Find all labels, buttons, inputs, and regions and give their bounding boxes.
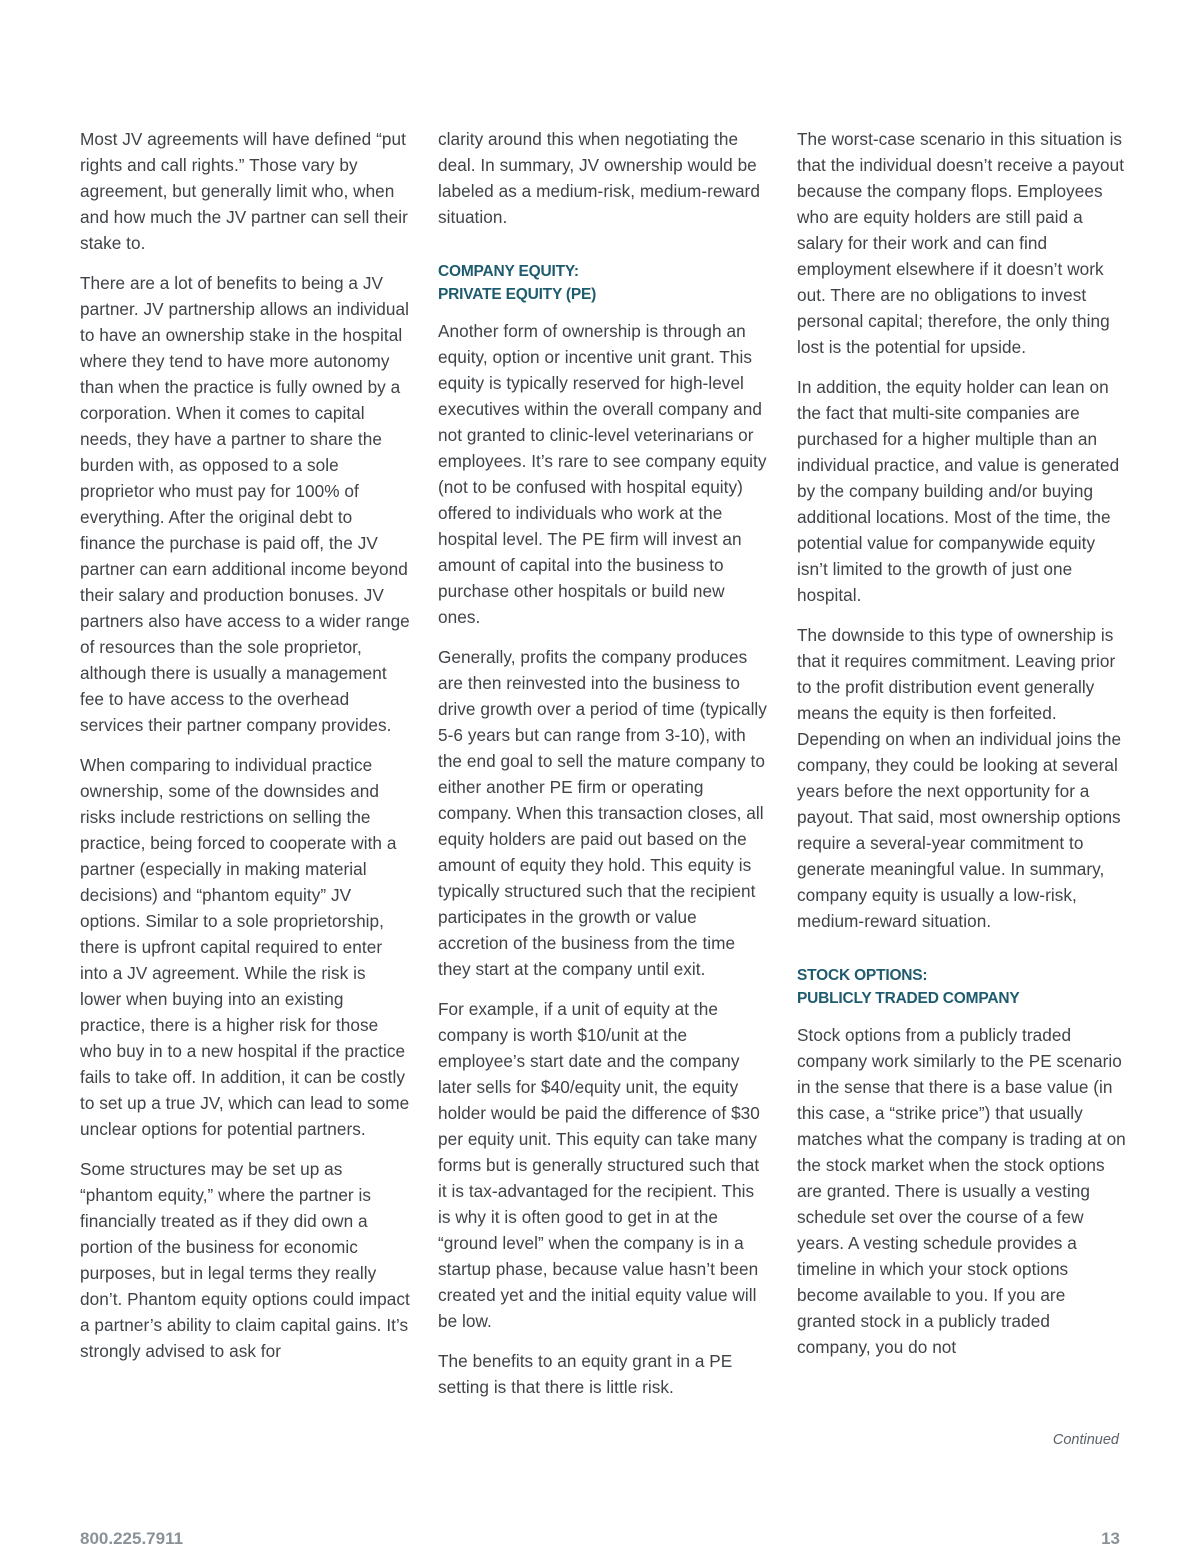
paragraph: In addition, the equity holder can lean on the fact that multi-site companies are purchased for a higher multiple than an individual practice, and value is generated by the company building and/or buying additional locations. Most of the time, the potential value for companywide equity isn’t limited to the growth of just one hospital. <box>797 377 1120 605</box>
paragraph: The benefits to an equity grant in a PE setting is that there is little risk. <box>438 1351 733 1397</box>
page-number: 13 <box>1101 1529 1120 1548</box>
section-heading-stock-options <box>797 964 1127 1010</box>
paragraph: There are a lot of benefits to being a JV partner. JV partnership allows an individual to have an ownership stake in the hospital where they tend to have more autonomy than when the practice is fully owned by a corporation. When it comes to capital needs, they have a partner to share the burden with, as opposed to a sole proprietor who must pay for 100% of everything. After the original debt to finance the purchase is paid off, the JV partner can earn additional income beyond their salary and production bonuses. JV partners also have access to a wider range of resources than the sole proprietor, although there is usually a management fee to have access to the overhead services their partner company provides. <box>80 273 410 735</box>
paragraph: Stock options from a publicly traded company work similarly to the PE scenario in the sense that there is a base value (in this case, a “strike price”) that usually matches what the company is trading at on the stock market when the stock options are granted. There is usually a vesting schedule set over the course of a few years. A vesting schedule provides a timeline in which your stock options become available to you. If you are granted stock in a publicly traded company, you do not <box>797 1025 1126 1357</box>
paragraph: The worst-case scenario in this situation is that the individual doesn’t receive a payout because the company flops. Employees who are equity holders are still paid a salary for their work and can find employment elsewhere if it doesn’t work out. There are no obligations to invest personal capital; therefore, the only thing lost is the potential for upside. <box>797 129 1125 357</box>
column-2 <box>438 126 768 1414</box>
paragraph: Some structures may be set up as “phantom equity,” where the partner is financially treated as if they did own a portion of the business for economic purposes, but in legal terms they really don’t. Phantom equity options could impact a partner’s ability to claim capital gains. It’s strongly advised to ask for <box>80 1159 410 1361</box>
paragraph: Another form of ownership is through an equity, option or incentive unit grant. This equity is typically reserved for high-level executives within the overall company and not granted to clinic-level veterinarians or employees. It’s rare to see company equity (not to be confused with hospital equity) offered to individuals who work at the hospital level. The PE firm will invest an amount of capital into the business to purchase other hospitals or build new ones. <box>438 321 767 627</box>
footer-phone-number: 800.225.7911 <box>80 1529 184 1548</box>
heading-line: PRIVATE EQUITY (PE) <box>438 286 597 303</box>
continued-label: Continued <box>1052 1432 1119 1448</box>
paragraph: The downside to this type of ownership is that it requires commitment. Leaving prior to the profit distribution event generally means the equity is then forfeited. Depending on when an individual joins the company, they could be looking at several years before the next opportunity for a payout. That said, most ownership options require a several-year commitment to generate meaningful value. In summary, company equity is usually a low-risk, medium-reward situation. <box>797 625 1122 931</box>
paragraph: For example, if a unit of equity at the company is worth $10/unit at the employee’s start date and the company later sells for $40/equity unit, the equity holder would be paid the difference of $30 per equity unit. This equity can take many forms but is generally structured such that it is tax-advantaged for the recipient. This is why it is often good to get in at the “ground level” when the company is in a startup phase, because value hasn’t been created yet and the initial equity value will be low. <box>438 999 760 1331</box>
heading-line: COMPANY EQUITY: <box>438 263 579 280</box>
paragraph: Most JV agreements will have defined “put rights and call rights.” Those vary by agreement, but generally limit who, when and how much the JV partner can sell their stake to. <box>80 129 408 253</box>
column-3 <box>797 126 1127 1374</box>
paragraph: Generally, profits the company produces are then reinvested into the business to drive growth over a period of time (typically 5-6 years but can range from 3-10), with the end goal to sell the mature company to either another PE firm or operating company. When this transaction closes, all equity holders are paid out based on the amount of equity they hold. This equity is typically structured such that the recipient participates in the growth or value accretion of the business from the time they start at the company until exit. <box>438 647 767 979</box>
heading-line: PUBLICLY TRADED COMPANY <box>797 990 1020 1007</box>
column-1 <box>80 126 410 1378</box>
section-heading-company-equity <box>438 260 768 306</box>
heading-line: STOCK OPTIONS: <box>797 967 928 984</box>
paragraph: When comparing to individual practice ownership, some of the downsides and risks include restrictions on selling the practice, being forced to cooperate with a partner (especially in making material decisions) and “phantom equity” JV options. Similar to a sole proprietorship, there is upfront capital required to enter into a JV agreement. While the risk is lower when buying into an existing practice, there is a higher risk for those who buy in to a new hospital if the practice fails to take off. In addition, it can be costly to set up a true JV, which can lead to some unclear options for potential partners. <box>80 755 410 1139</box>
paragraph: clarity around this when negotiating the deal. In summary, JV ownership would be labeled as a medium-risk, medium-reward situation. <box>438 129 760 227</box>
